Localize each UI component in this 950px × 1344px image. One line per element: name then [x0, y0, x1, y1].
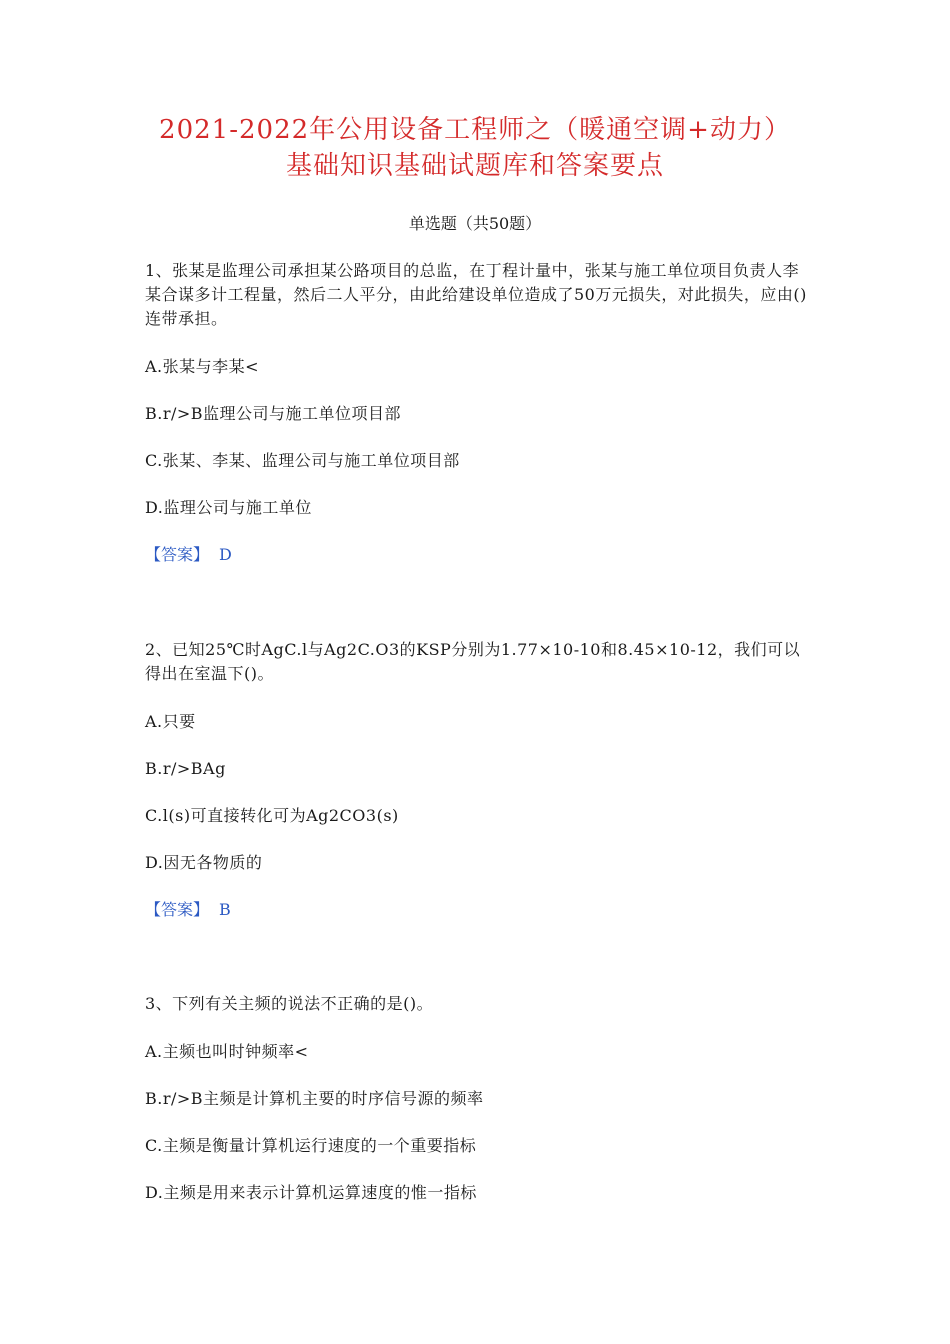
- question-3-stem: 3、下列有关主频的说法不正确的是()。: [145, 994, 434, 1013]
- question-2-option-d: D.因无各物质的: [145, 853, 263, 872]
- answer-value: B: [219, 900, 231, 919]
- question-3-option-b: B.r/>B主频是计算机主要的时序信号源的频率: [145, 1089, 484, 1108]
- question-2-option-b: B.r/>BAg: [145, 759, 226, 778]
- question-1-option-c: C.张某、李某、监理公司与施工单位项目部: [145, 451, 460, 470]
- question-1-stem: 1、张某是监理公司承担某公路项目的总监，在丁程计量中，张某与施工单位项目负责人李某合谋多计工程量，然后二人平分，由此给建设单位造成了50万元损失，对此损失，应由()连带承担。: [145, 261, 807, 328]
- question-2-option-c: C.l(s)可直接转化可为Ag2CO3(s): [145, 806, 399, 825]
- document-title-line-1: 2021-2022年公用设备工程师之（暖通空调+动力）: [159, 115, 791, 145]
- section-header: 单选题（共50题）: [408, 214, 542, 233]
- document-title-line-2: 基础知识基础试题库和答案要点: [285, 151, 664, 181]
- question-2-stem: 2、已知25℃时AgC.l与Ag2C.O3的KSP分别为1.77×10-10和8.45×10-12，我们可以得出在室温下()。: [145, 640, 801, 683]
- question-2-option-a: A.只要: [145, 712, 196, 731]
- question-1-option-b: B.r/>B监理公司与施工单位项目部: [145, 404, 402, 423]
- question-1-answer: [145, 543, 232, 567]
- question-2-answer: [145, 898, 231, 922]
- question-3-option-a: A.主频也叫时钟频率<: [145, 1042, 309, 1061]
- answer-value: D: [219, 545, 232, 564]
- question-3-option-d: D.主频是用来表示计算机运算速度的惟一指标: [145, 1183, 477, 1202]
- answer-label: 【答案】: [145, 545, 210, 564]
- question-3-option-c: C.主频是衡量计算机运行速度的一个重要指标: [145, 1136, 477, 1155]
- answer-label: 【答案】: [145, 900, 210, 919]
- question-1-option-a: A.张某与李某<: [145, 357, 260, 376]
- question-1-option-d: D.监理公司与施工单位: [145, 498, 312, 517]
